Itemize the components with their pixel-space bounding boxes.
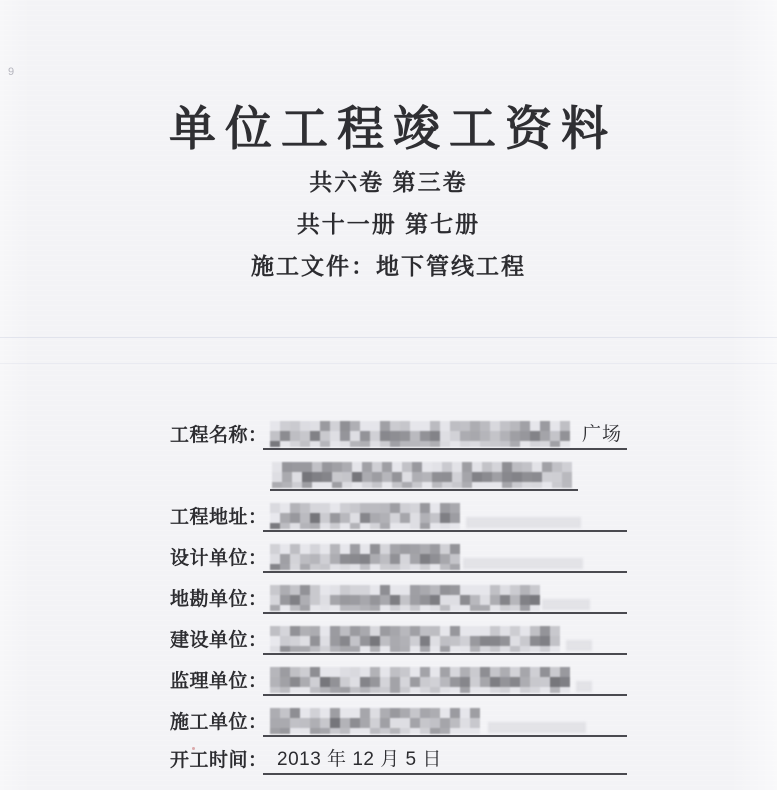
redacted-value-mosaic	[270, 421, 577, 447]
field-label: 工程地址：	[170, 507, 268, 528]
scan-streak	[0, 337, 777, 338]
redacted-value-mosaic	[270, 585, 542, 611]
form-row-project-address	[170, 491, 627, 532]
redaction-tail	[463, 558, 583, 569]
cover-form	[170, 409, 627, 775]
redacted-value-mosaic	[270, 667, 576, 693]
pencil-mark-artifact: 9	[8, 66, 15, 78]
field-label: 工程名称：	[170, 425, 268, 446]
form-row-project-name	[170, 409, 627, 450]
redacted-value-mosaic	[270, 503, 466, 529]
field-value-line	[263, 489, 627, 532]
field-label: 设计单位：	[170, 548, 268, 569]
redaction-tail	[576, 681, 592, 692]
document-type-line: 施工文件：地下管线工程	[251, 253, 526, 279]
page-title: 单位工程竣工资料	[169, 102, 617, 155]
field-label: 开工时间：	[170, 750, 268, 771]
redacted-value-mosaic	[270, 708, 488, 734]
field-value-line	[263, 735, 627, 775]
form-row-supervision-unit	[170, 655, 627, 696]
redacted-value-mosaic	[270, 544, 463, 570]
redaction-tail	[488, 722, 586, 733]
field-value-line	[270, 448, 578, 491]
redaction-tail	[566, 640, 592, 651]
field-label: 地勘单位：	[170, 589, 268, 610]
form-row-start-date	[170, 737, 627, 775]
field-label: 建设单位：	[170, 630, 268, 651]
form-row-survey-unit	[170, 573, 627, 614]
field-value-line	[263, 571, 627, 614]
subtitle-block	[0, 161, 777, 287]
redaction-tail	[542, 599, 590, 610]
field-label: 施工单位：	[170, 712, 268, 733]
form-row-contractor-unit	[170, 696, 627, 737]
field-value-line	[263, 407, 627, 450]
volume-line: 共六卷 第三卷	[309, 169, 468, 195]
scan-streak	[0, 363, 777, 364]
redacted-value-mosaic	[272, 462, 572, 488]
field-value-line	[263, 653, 627, 696]
redaction-tail	[466, 517, 581, 528]
field-label: 监理单位：	[170, 671, 268, 692]
form-row-construction-client-unit	[170, 614, 627, 655]
start-date-value: 2013 年 12 月 5 日	[277, 749, 442, 770]
field-value-line	[263, 612, 627, 655]
field-value-line	[263, 694, 627, 737]
field-value-suffix: 广场	[581, 424, 622, 445]
redacted-value-mosaic	[270, 626, 566, 652]
form-row-design-unit	[170, 532, 627, 573]
form-row-project-name-line2	[170, 450, 627, 491]
book-line: 共十一册 第七册	[296, 211, 481, 237]
field-value-line	[263, 530, 627, 573]
